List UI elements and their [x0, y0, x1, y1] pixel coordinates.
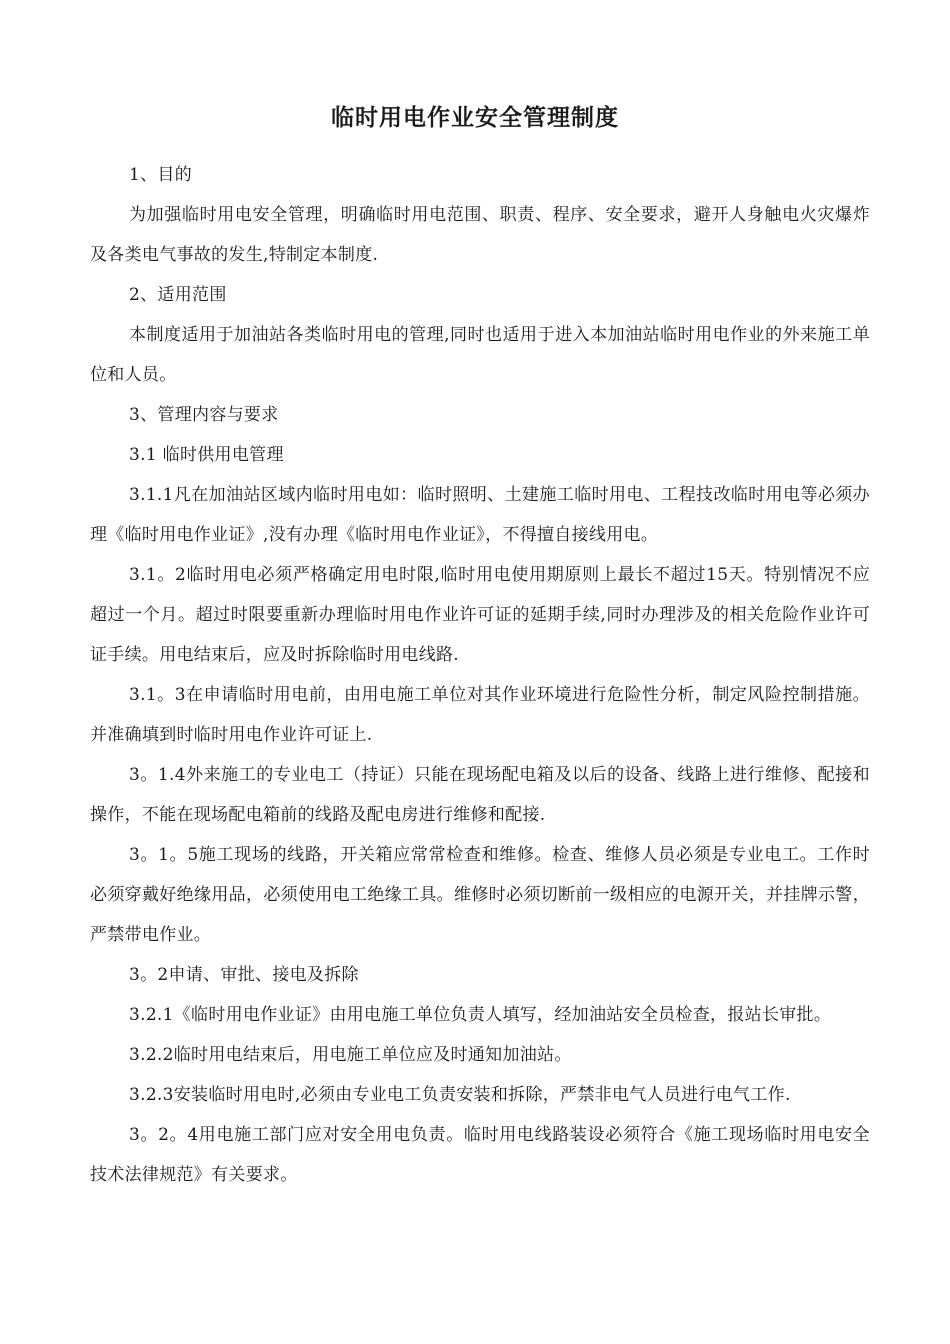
clause-3-1-1: 3.1.1凡在加油站区域内临时用电如：临时照明、土建施工临时用电、工程技改临时用电等必须办理《临时用电作业证》,没有办理《临时用电作业证》，不得擅自接线用电。 — [90, 485, 870, 545]
section-heading-purpose: 1、目的 — [129, 165, 193, 185]
clause-3-2-3: 3.2.3安装临时用电时,必须由专业电工负责安装和拆除，严禁非电气人员进行电气工作. — [129, 1085, 791, 1105]
clause-3-1-2: 3.1。2临时用电必须严格确定用电时限,临时用电使用期原则上最长不超过15天。特别情况不应超过一个月。超过时限要重新办理临时用电作业许可证的延期手续,同时办理涉及的相关危险作业许可证手续。用电结束后，应及时拆除临时用电线路. — [90, 565, 870, 665]
clause-3-1-5: 3。1。5施工现场的线路，开关箱应常常检查和维修。检查、维修人员必须是专业电工。工作时必须穿戴好绝缘用品，必须使用电工绝缘工具。维修时必须切断前一级相应的电源开关，并挂牌示警，严禁带电作业。 — [90, 845, 870, 945]
clause-3-2-2: 3.2.2临时用电结束后，用电施工单位应及时通知加油站。 — [129, 1045, 572, 1065]
paragraph-scope: 本制度适用于加油站各类临时用电的管理,同时也适用于进入本加油站临时用电作业的外来施工单位和人员。 — [90, 325, 870, 385]
clause-3-1-3: 3.1。3在申请临时用电前，由用电施工单位对其作业环境进行危险性分析，制定风险控制措施。并准确填到时临时用电作业许可证上. — [90, 685, 870, 745]
section-heading-scope: 2、适用范围 — [129, 285, 227, 305]
document-title: 临时用电作业安全管理制度 — [331, 105, 619, 131]
subsection-heading-3-2: 3。2申请、审批、接电及拆除 — [129, 965, 359, 985]
clause-3-1-4: 3。1.4外来施工的专业电工（持证）只能在现场配电箱及以后的设备、线路上进行维修、配接和操作，不能在现场配电箱前的线路及配电房进行维修和配接. — [90, 765, 870, 825]
clause-3-2-4: 3。2。4用电施工部门应对安全用电负责。临时用电线路装设必须符合《施工现场临时用电安全技术法律规范》有关要求。 — [90, 1125, 870, 1185]
section-heading-requirements: 3、管理内容与要求 — [129, 405, 279, 425]
document-body — [90, 155, 870, 1195]
clause-3-2-1: 3.2.1《临时用电作业证》由用电施工单位负责人填写，经加油站安全员检查，报站长审批。 — [129, 1005, 832, 1025]
paragraph-purpose: 为加强临时用电安全管理，明确临时用电范围、职责、程序、安全要求，避开人身触电火灾爆炸及各类电气事故的发生,特制定本制度. — [90, 205, 870, 265]
subsection-heading-3-1: 3.1 临时供用电管理 — [129, 445, 284, 465]
